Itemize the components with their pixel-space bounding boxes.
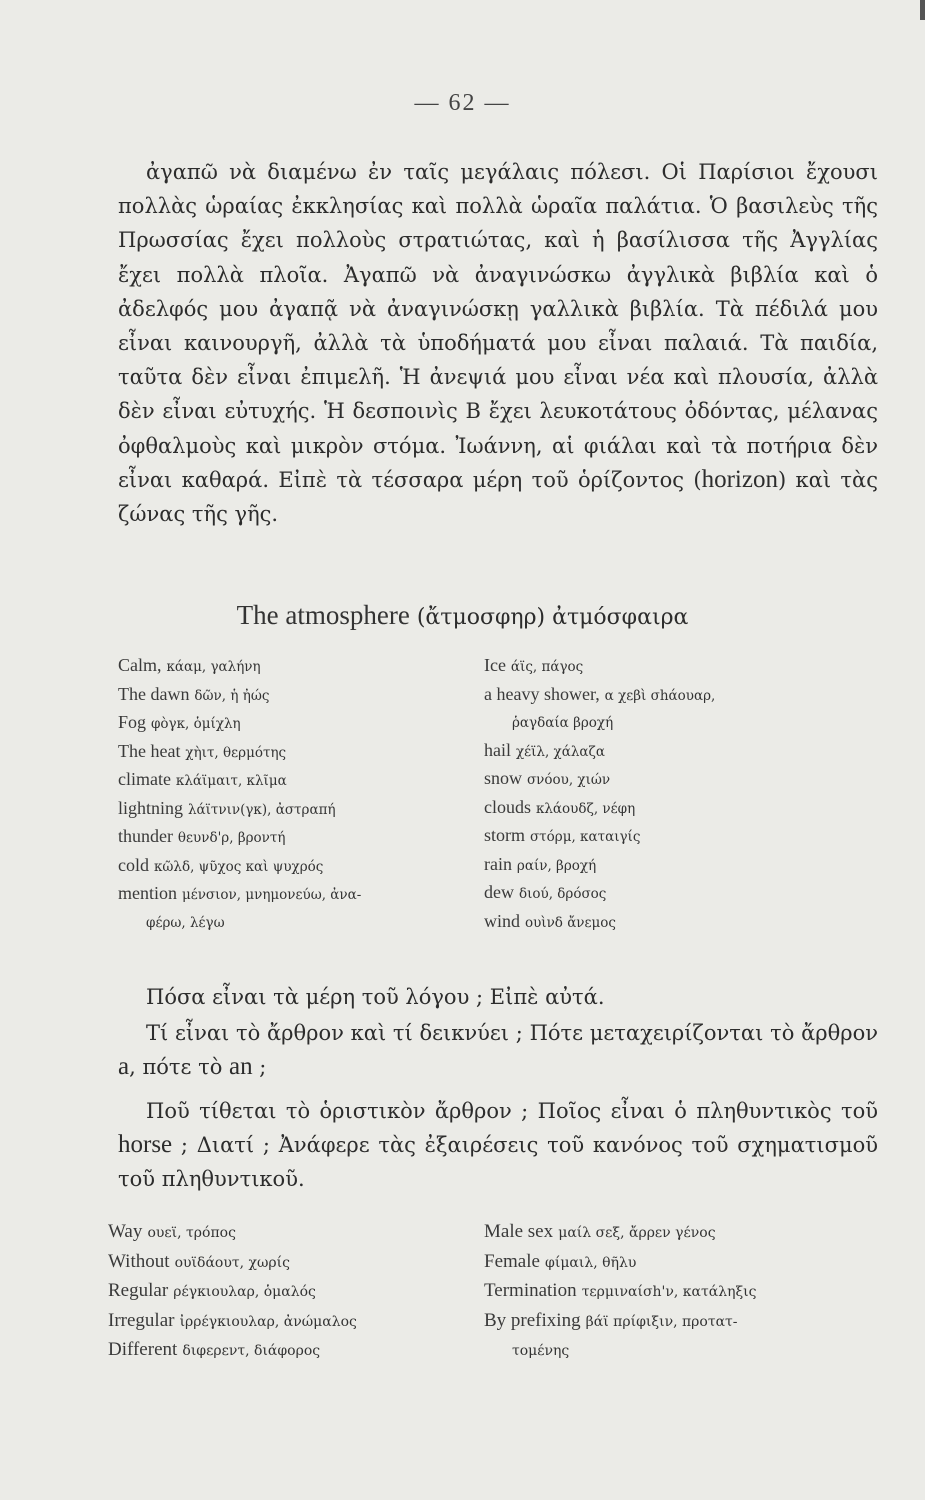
vocab-right-entry [484, 709, 884, 737]
vocab2-right-greek-gloss: μαίλ σεξ, ἄρρεν γένος [558, 1225, 716, 1241]
vocab-right-entry [484, 737, 884, 766]
section-heading [0, 600, 925, 631]
vocab-right-entry [484, 879, 884, 908]
vocab-left-english-word: The heat [118, 740, 181, 761]
vocab-right-entry [484, 765, 884, 794]
vocab2-left-entry [108, 1307, 478, 1337]
vocab2-right-greek-gloss: τερμιναίσh'ν, κατάληξις [581, 1284, 757, 1300]
question-2-text-a: Τί εἶναι τὸ ἄρθρον καὶ τί δεικνύει ; Πότε μεταχειρίζονται τὸ ἄρθρον [146, 1021, 878, 1045]
vocab2-left-greek-gloss: ἰρρέγκιουλαρ, ἀνώμαλος [179, 1313, 357, 1330]
paragraph-word-horizon: horizon [701, 465, 778, 493]
vocab-left-entry [118, 766, 478, 795]
vocab-right-greek-gloss: ραίν, βροχή [516, 857, 597, 874]
question-2 [118, 1016, 878, 1084]
vocab-right-greek-gloss: σνόου, χιών [526, 772, 611, 788]
vocab-right-greek-gloss: χέϊλ, χάλαζα [515, 743, 605, 760]
vocab2-left-english-word: Different [108, 1339, 178, 1360]
vocab-right-entry [484, 908, 884, 937]
vocab-left-english-word: cold [118, 854, 149, 875]
vocab-left-greek-gloss: κάαμ, γαλήνη [166, 659, 261, 675]
question-2-text-c: ; [252, 1055, 267, 1079]
vocab-right-greek-gloss: α χεβὶ σhάουαρ, [604, 687, 716, 704]
vocab2-right-greek-gloss: τομένης [512, 1343, 570, 1359]
vocab-left-english-word: Fog [118, 712, 147, 732]
vocab-list-right [484, 652, 884, 936]
heading-english: The atmosphere [236, 600, 410, 630]
page-edge-mark [920, 0, 925, 20]
vocab-left-entry [118, 738, 478, 767]
vocab-left-entry [118, 681, 478, 710]
vocab-right-entry [484, 822, 884, 851]
question-2-latin-an: an [229, 1053, 253, 1080]
question-2-text-b: , πότε τὸ [129, 1055, 230, 1079]
vocab-right-english-word: a heavy shower, [484, 683, 600, 704]
vocab-left-entry [118, 795, 478, 824]
question-3-text-a: Ποῦ τίθεται τὸ ὁριστικὸν ἄρθρον ; Ποῖος εἶναι ὁ πληθυντικὸς τοῦ [146, 1099, 878, 1123]
vocab2-left-entry [108, 1277, 478, 1307]
vocab-right-english-word: dew [484, 882, 514, 902]
vocab-right-greek-gloss: κλάουδζ, νέφη [535, 800, 636, 817]
vocab2-left-entry [108, 1218, 478, 1248]
vocab2-right-greek-gloss: φίμαιλ, θῆλυ [545, 1254, 637, 1271]
vocab-right-greek-gloss: ουὶνδ ἄνεμος [524, 914, 616, 931]
vocab-right-entry [484, 681, 884, 710]
question-1 [118, 980, 878, 1014]
vocab-right-entry [484, 794, 884, 823]
vocab-right-english-word: storm [484, 825, 526, 845]
vocab-left-greek-gloss: μένσιον, μνημονεύω, ἀνα- [181, 887, 362, 903]
vocab-left-entry [118, 823, 478, 852]
paragraph-text-b: ) καὶ τὰς ζώνας τῆς γῆς. [118, 467, 878, 527]
vocab2-right-entry [484, 1277, 884, 1307]
vocab-left-greek-gloss: θευνδ'ρ, βροντή [177, 830, 286, 846]
vocab2-left-entry [108, 1336, 478, 1366]
vocab2-left-english-word: Way [108, 1221, 143, 1242]
vocab-right-greek-gloss: ῥαγδαία βροχή [512, 715, 614, 731]
vocab2-right-entry [484, 1218, 884, 1248]
vocab-left-greek-gloss: φέρω, λέγω [146, 914, 225, 931]
vocab-right-greek-gloss: διού, δρόσος [518, 886, 607, 902]
vocab2-left-greek-gloss: ρέγκιουλαρ, ὁμαλός [173, 1284, 316, 1300]
vocab-right-english-word: hail [484, 739, 511, 760]
vocab-left-greek-gloss: λάϊτνιν(γκ), ἀστραπή [187, 801, 336, 818]
question-3 [118, 1094, 878, 1196]
vocab-left-entry [118, 909, 478, 937]
vocab2-right-entry [484, 1307, 884, 1337]
vocab-right-greek-gloss: στόρμ, καταιγίς [529, 829, 641, 845]
vocab2-left-greek-gloss: ουϊδάουτ, χωρίς [174, 1254, 290, 1271]
vocab-left-english-word: The dawn [118, 683, 190, 704]
paragraph-text-a: ἀγαπῶ νὰ διαμένω ἐν ταῖς μεγάλαις πόλεσι. Οἱ Παρίσιοι ἔχουσι πολλὰς ὡραίας ἐκκλησίας καὶ πολλὰ ὡραῖα παλάτια. Ὁ βασιλεὺς τῆς Πρωσσίας ἔχει πολλοὺς στρατιώτας, καὶ ἡ βασίλισσα τῆς Ἀγγλίας ἔχει πολλὰ πλοῖα. Ἀγαπῶ νὰ ἀναγινώσκω ἀγγλικὰ βιβλία καὶ ὁ ἀδελφός μου ἀγαπᾷ νὰ ἀναγινώσκῃ γαλλικὰ βιβλία. Τὰ πέδιλά μου εἶναι καινουργῆ, ἀλλὰ τὰ ὑποδήματά μου εἶναι παλαιά. Τὰ παιδία, ταῦτα δὲν εἶναι ἐπιμελῆ. Ἡ ἀνεψιά μου εἶναι νέα καὶ πλουσία, ἀλλὰ δὲν εἶναι εὐτυχής. Ἡ δεσποινὶς Β ἔχει λευκοτάτους ὀδόντας, μέλανας ὀφθαλμοὺς καὶ μικρὸν στόμα. Ἰωάννη, αἱ φιάλαι καὶ τὰ ποτήρια δὲν εἶναι καθαρά. Εἰπὲ τὰ τέσσαρα μέρη τοῦ ὁρίζοντος ( [118, 160, 878, 492]
vocab2-right-english-word: Male sex [484, 1221, 554, 1242]
vocab-right-entry [484, 652, 884, 681]
question-3-latin-horse: horse [118, 1131, 173, 1158]
vocab-left-english-word: Calm, [118, 655, 162, 675]
vocab2-left-entry [108, 1248, 478, 1278]
vocab2-list-right [484, 1218, 884, 1366]
vocab-left-greek-gloss: κλάϊμαιτ, κλῖμα [175, 773, 287, 789]
question-3-text-b: ; Διατί ; Ἀνάφερε τὰς ἐξαιρέσεις τοῦ κανόνος τοῦ σχηματισμοῦ τοῦ πληθυντικοῦ. [118, 1133, 878, 1191]
vocab2-right-entry [484, 1336, 884, 1366]
vocab2-left-english-word: Without [108, 1250, 170, 1272]
vocab2-list-left [108, 1218, 478, 1366]
heading-greek: (ἄτμοσφηρ) ἀτμόσφαιρα [416, 605, 689, 630]
vocab2-right-english-word: By prefixing [484, 1309, 581, 1331]
vocab-left-english-word: lightning [118, 797, 184, 818]
vocab2-left-greek-gloss: διφερεντ, διάφορος [182, 1343, 321, 1359]
vocab-left-english-word: climate [118, 769, 171, 789]
vocab-right-entry [484, 851, 884, 880]
vocab-right-english-word: snow [484, 768, 523, 788]
vocab2-right-greek-gloss: βάϊ πρίφιξιν, προτατ- [585, 1313, 738, 1330]
vocab-right-english-word: rain [484, 853, 512, 874]
vocab-left-english-word: mention [118, 883, 177, 903]
page-number: — 62 — [414, 90, 511, 116]
vocab-right-greek-gloss: άϊς, πάγος [510, 659, 584, 675]
vocab-left-english-word: thunder [118, 826, 173, 846]
greek-reading-paragraph [118, 155, 878, 531]
vocab2-left-english-word: Irregular [108, 1309, 175, 1331]
vocab-left-entry [118, 852, 478, 881]
question-1-text: Πόσα εἶναι τὰ μέρη τοῦ λόγου ; Εἰπὲ αὐτά. [146, 985, 605, 1009]
vocab-list-left [118, 652, 478, 936]
vocab-right-english-word: clouds [484, 796, 531, 817]
vocab-left-greek-gloss: φὸγκ, ὁμίχλη [150, 716, 241, 732]
vocab-left-greek-gloss: δῶν, ἡ ἠώς [194, 687, 270, 704]
vocab-right-english-word: Ice [484, 655, 506, 675]
vocab-left-greek-gloss: κῶλδ, ψῦχος καὶ ψυχρός [153, 858, 324, 875]
vocab-left-entry [118, 652, 478, 681]
vocab-right-english-word: wind [484, 910, 520, 931]
vocab2-right-entry [484, 1248, 884, 1278]
vocab2-left-greek-gloss: ουεϊ, τρόπος [147, 1225, 236, 1241]
vocab-left-greek-gloss: χὴιτ, θερμότης [185, 744, 287, 761]
vocab-left-entry [118, 880, 478, 909]
question-2-latin-a: a [118, 1053, 130, 1080]
vocab2-right-english-word: Termination [484, 1280, 577, 1301]
vocab2-right-english-word: Female [484, 1250, 540, 1272]
vocab-left-entry [118, 709, 478, 738]
vocab2-left-english-word: Regular [108, 1280, 169, 1301]
